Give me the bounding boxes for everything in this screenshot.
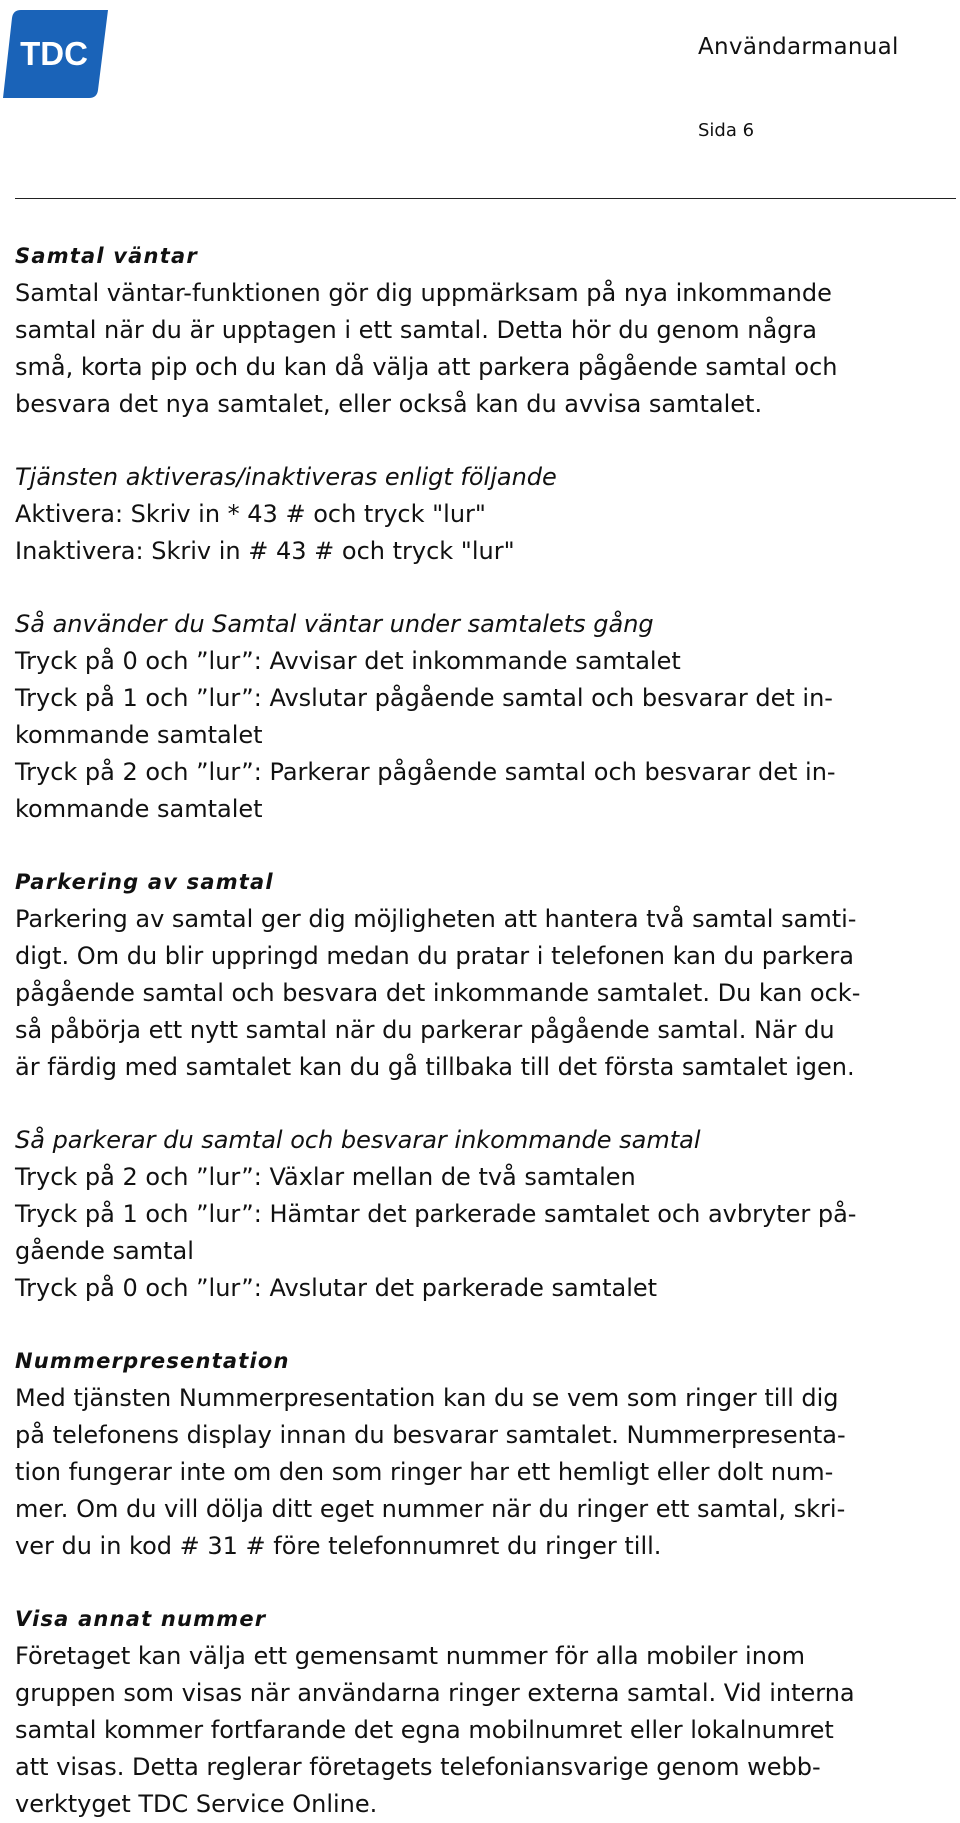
header-divider xyxy=(15,198,956,199)
body-line: tion fungerar inte om den som ringer har ett hemligt eller dolt num- xyxy=(15,1458,834,1486)
document-title: Användarmanual xyxy=(698,34,899,60)
section-subheading: Tjänsten aktiveras/inaktiveras enligt följande xyxy=(15,463,557,491)
section-nummerpresentation xyxy=(15,1343,955,1565)
section-parkera-instruktioner xyxy=(15,1122,955,1307)
tdc-logo xyxy=(3,10,108,98)
body-line: gående samtal xyxy=(15,1237,194,1265)
body-line: Tryck på 0 och ”lur”: Avslutar det parkerade samtalet xyxy=(15,1274,658,1302)
body-line: är färdig med samtalet kan du gå tillbaka till det första samtalet igen. xyxy=(15,1053,855,1081)
section-heading: Visa annat nummer xyxy=(15,1607,267,1631)
body-line: Tryck på 1 och ”lur”: Hämtar det parkerade samtalet och avbryter på- xyxy=(15,1200,857,1228)
body-line: på telefonens display innan du besvarar samtalet. Nummerpresenta- xyxy=(15,1421,846,1449)
body-line: Med tjänsten Nummerpresentation kan du se vem som ringer till dig xyxy=(15,1384,839,1412)
body-line: samtal kommer fortfarande det egna mobilnumret eller lokalnumret xyxy=(15,1716,834,1744)
document-body xyxy=(15,238,955,1823)
body-line: Tryck på 1 och ”lur”: Avslutar pågående samtal och besvarar det in- xyxy=(15,684,833,712)
section-samtal-vantar xyxy=(15,238,955,423)
section-heading: Samtal väntar xyxy=(15,244,198,268)
section-parkering xyxy=(15,864,955,1086)
body-line: Parkering av samtal ger dig möjligheten att hantera två samtal samti- xyxy=(15,905,857,933)
logo-text: TDC xyxy=(20,35,88,72)
section-heading: Nummerpresentation xyxy=(15,1349,290,1373)
body-line: Tryck på 2 och ”lur”: Parkerar pågående samtal och besvarar det in- xyxy=(15,758,836,786)
body-line: gruppen som visas när användarna ringer externa samtal. Vid interna xyxy=(15,1679,855,1707)
body-line: kommande samtalet xyxy=(15,795,263,823)
section-visa-annat-nummer xyxy=(15,1601,955,1823)
body-line: mer. Om du vill dölja ditt eget nummer när du ringer ett samtal, skri- xyxy=(15,1495,846,1523)
body-line: Samtal väntar-funktionen gör dig uppmärksam på nya inkommande xyxy=(15,279,832,307)
body-line: små, korta pip och du kan då välja att parkera pågående samtal och xyxy=(15,353,838,381)
body-line: pågående samtal och besvara det inkommande samtalet. Du kan ock- xyxy=(15,979,861,1007)
body-line: kommande samtalet xyxy=(15,721,263,749)
body-line: Inaktivera: Skriv in # 43 # och tryck "lur" xyxy=(15,537,515,565)
body-line: ver du in kod # 31 # före telefonnumret du ringer till. xyxy=(15,1532,662,1560)
body-line: digt. Om du blir uppringd medan du pratar i telefonen kan du parkera xyxy=(15,942,854,970)
body-line: Aktivera: Skriv in * 43 # och tryck "lur" xyxy=(15,500,486,528)
body-line: så påbörja ett nytt samtal när du parkerar pågående samtal. När du xyxy=(15,1016,835,1044)
body-line: verktyget TDC Service Online. xyxy=(15,1790,378,1818)
section-heading: Parkering av samtal xyxy=(15,870,274,894)
page-number: Sida 6 xyxy=(698,120,755,141)
section-subheading: Så parkerar du samtal och besvarar inkommande samtal xyxy=(15,1126,701,1154)
body-line: Företaget kan välja ett gemensamt nummer för alla mobiler inom xyxy=(15,1642,805,1670)
body-line: samtal när du är upptagen i ett samtal. Detta hör du genom några xyxy=(15,316,817,344)
section-anvandning xyxy=(15,606,955,828)
body-line: Tryck på 0 och ”lur”: Avvisar det inkommande samtalet xyxy=(15,647,681,675)
body-line: att visas. Detta reglerar företagets telefoniansvarige genom webb- xyxy=(15,1753,821,1781)
section-subheading: Så använder du Samtal väntar under samtalets gång xyxy=(15,610,654,638)
body-line: besvara det nya samtalet, eller också kan du avvisa samtalet. xyxy=(15,390,763,418)
body-line: Tryck på 2 och ”lur”: Växlar mellan de två samtalen xyxy=(15,1163,636,1191)
section-aktivering xyxy=(15,459,955,570)
